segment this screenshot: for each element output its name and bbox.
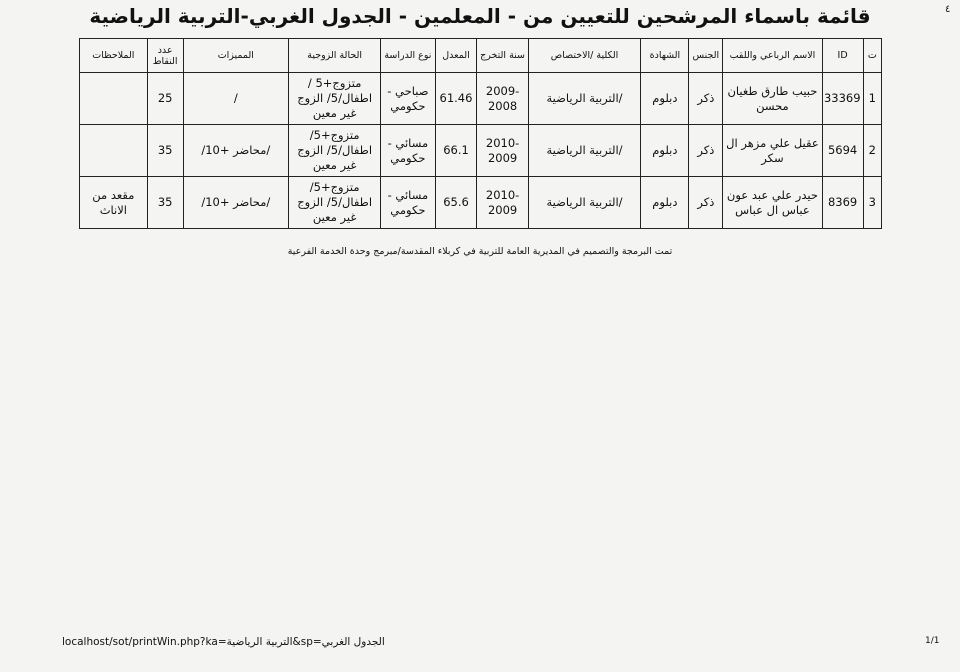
- cell-degree: دبلوم: [641, 177, 689, 229]
- cell-notes: [80, 125, 148, 177]
- cell-degree: دبلوم: [641, 125, 689, 177]
- page-counter: 1/1: [925, 636, 940, 646]
- header-study-type: نوع الدراسة: [381, 39, 435, 73]
- header-seq: ت: [863, 39, 881, 73]
- cell-seq: 2: [863, 125, 881, 177]
- cell-name: حيدر علي عبد عون عباس ال عباس: [723, 177, 822, 229]
- cell-college: /التربية الرياضية: [528, 177, 641, 229]
- header-grad-year: سنة التخرج: [477, 39, 528, 73]
- header-notes: الملاحظات: [80, 39, 148, 73]
- table-header-row: [80, 39, 882, 73]
- cell-gender: ذكر: [689, 73, 723, 125]
- header-gender: الجنس: [689, 39, 723, 73]
- cell-merits: /محاضر +10/: [183, 177, 288, 229]
- table-row: [80, 177, 882, 229]
- header-points: عدد النقاط: [147, 39, 183, 73]
- cell-grad-year: 2010-2009: [477, 177, 528, 229]
- cell-study-type: مسائي - حكومي: [381, 125, 435, 177]
- footer-note: تمت البرمجة والتصميم في المديرية العامة للتربية في كربلاء المقدسة/مبرمج وحدة الخدمة الفرعية: [287, 246, 673, 257]
- page-title: قائمة باسماء المرشحين للتعيين من - المعلمين - الجدول الغربي-التربية الرياضية: [89, 4, 871, 28]
- cell-name: حبيب طارق طغيان محسن: [723, 73, 822, 125]
- cell-seq: 1: [863, 73, 881, 125]
- header-degree: الشهادة: [641, 39, 689, 73]
- cell-points: 25: [147, 73, 183, 125]
- cell-degree: دبلوم: [641, 73, 689, 125]
- cell-marital: متزوج+5 / اطفال/5/ الزوج غير معين: [289, 73, 381, 125]
- cell-average: 65.6: [435, 177, 477, 229]
- cell-average: 66.1: [435, 125, 477, 177]
- cell-college: /التربية الرياضية: [528, 125, 641, 177]
- cell-notes: مقعد من الاناث: [80, 177, 148, 229]
- cell-merits: /محاضر +10/: [183, 125, 288, 177]
- cell-merits: /: [183, 73, 288, 125]
- table-row: [80, 73, 882, 125]
- cell-points: 35: [147, 125, 183, 177]
- cell-id: 5694: [822, 125, 863, 177]
- cell-id: 33369: [822, 73, 863, 125]
- print-url: localhost/sot/printWin.php?ka=التربية الرياضية&sp=الجدول الغربي: [62, 636, 385, 648]
- table-row: [80, 125, 882, 177]
- header-id: ID: [822, 39, 863, 73]
- cell-grad-year: 2009-2008: [477, 73, 528, 125]
- cell-average: 61.46: [435, 73, 477, 125]
- cell-study-type: مسائي - حكومي: [381, 177, 435, 229]
- cell-gender: ذكر: [689, 177, 723, 229]
- page-marker: ٤: [945, 4, 951, 15]
- cell-study-type: صباحي - حكومي: [381, 73, 435, 125]
- cell-id: 8369: [822, 177, 863, 229]
- cell-seq: 3: [863, 177, 881, 229]
- header-marital: الحالة الزوجية: [289, 39, 381, 73]
- candidates-table: [79, 38, 882, 229]
- header-merits: المميزات: [183, 39, 288, 73]
- cell-gender: ذكر: [689, 125, 723, 177]
- cell-college: /التربية الرياضية: [528, 73, 641, 125]
- header-average: المعدل: [435, 39, 477, 73]
- cell-notes: [80, 73, 148, 125]
- header-name: الاسم الرباعي واللقب: [723, 39, 822, 73]
- cell-marital: متزوج+5/ اطفال/5/ الزوج غير معين: [289, 177, 381, 229]
- header-college: الكلية /الاختصاص: [528, 39, 641, 73]
- cell-grad-year: 2010-2009: [477, 125, 528, 177]
- cell-name: عقيل علي مزهر ال سكر: [723, 125, 822, 177]
- cell-marital: متزوج+5/ اطفال/5/ الزوج غير معين: [289, 125, 381, 177]
- cell-points: 35: [147, 177, 183, 229]
